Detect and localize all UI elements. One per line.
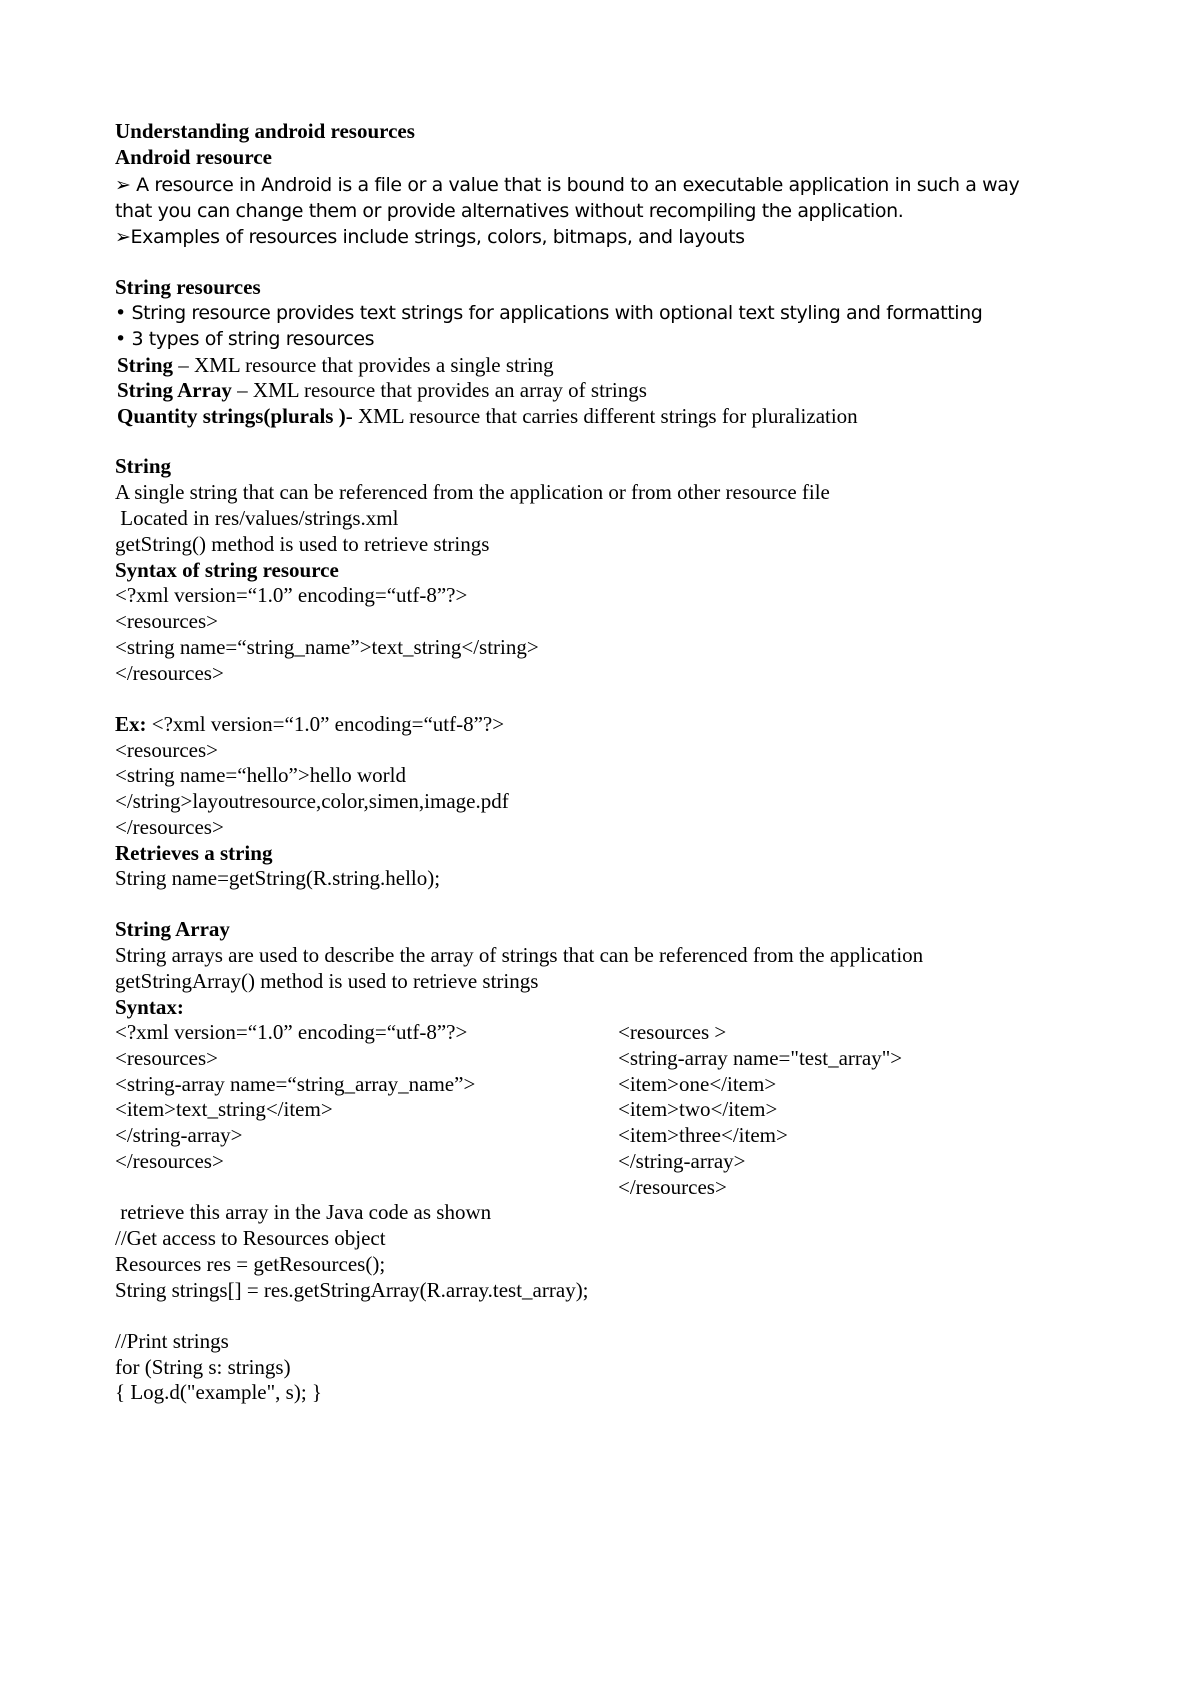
code-line: <?xml version=“1.0” encoding=“utf-8”?> xyxy=(115,1020,468,1044)
code-line: retrieve this array in the Java code as shown xyxy=(115,1200,492,1224)
string-resources-bullet-1: • String resource provides text strings for applications with optional text styling and formatting xyxy=(115,302,983,324)
code-line: <string name=“hello”>hello world xyxy=(115,763,406,787)
code-line: Resources res = getResources(); xyxy=(115,1252,386,1276)
string-location: Located in res/values/strings.xml xyxy=(115,506,399,530)
string-type-item xyxy=(117,402,858,430)
code-line: </string-array> xyxy=(115,1123,243,1147)
syntax-heading: Syntax: xyxy=(115,995,184,1019)
code-line: String name=getString(R.string.hello); xyxy=(115,866,441,890)
code-line: </string-array> xyxy=(618,1149,746,1173)
string-resources-bullet-2: • 3 types of string resources xyxy=(115,328,375,350)
string-type-desc: – XML resource that provides a single string xyxy=(173,353,554,377)
intro-bullet-1-line-2: that you can change them or provide alternatives without recompiling the application. xyxy=(115,200,904,222)
string-type-name: String xyxy=(117,353,174,377)
example-label: Ex: xyxy=(115,712,147,736)
syntax-heading: Syntax of string resource xyxy=(115,558,339,582)
retrieve-heading: Retrieves a string xyxy=(115,841,273,865)
code-line: </resources> xyxy=(618,1175,727,1199)
code-line: </string>layoutresource,color,simen,image.pdf xyxy=(115,789,509,813)
string-method: getString() method is used to retrieve strings xyxy=(115,532,490,556)
code-line: <resources> xyxy=(115,1046,218,1070)
string-type-desc: - XML resource that carries different strings for pluralization xyxy=(345,404,858,428)
code-line: <?xml version=“1.0” encoding=“utf-8”?> xyxy=(146,712,505,736)
section-heading-string: String xyxy=(115,454,172,478)
string-array-method: getStringArray() method is used to retrieve strings xyxy=(115,969,539,993)
code-line: //Print strings xyxy=(115,1329,229,1353)
code-line: <string-array name="test_array"> xyxy=(618,1046,903,1070)
code-line: <string-array name=“string_array_name”> xyxy=(115,1072,476,1096)
code-line: </resources> xyxy=(115,815,224,839)
code-line: <resources> xyxy=(115,609,218,633)
string-type-desc: – XML resource that provides an array of strings xyxy=(231,378,647,402)
string-type-item xyxy=(117,351,554,379)
code-line: String strings[] = res.getStringArray(R.array.test_array); xyxy=(115,1278,589,1302)
string-type-item xyxy=(117,376,647,404)
page-title: Understanding android resources xyxy=(115,119,415,143)
code-line: </resources> xyxy=(115,1149,224,1173)
string-description: A single string that can be referenced from the application or from other resource file xyxy=(115,480,830,504)
code-line: <item>text_string</item> xyxy=(115,1097,333,1121)
code-line: //Get access to Resources object xyxy=(115,1226,386,1250)
code-line: <resources> xyxy=(115,738,218,762)
section-heading-android-resource: Android resource xyxy=(115,145,272,169)
code-line: <item>two</item> xyxy=(618,1097,778,1121)
code-line: <string name=“string_name”>text_string</string> xyxy=(115,635,539,659)
string-type-name: Quantity strings(plurals ) xyxy=(117,404,346,428)
intro-bullet-2: ➢Examples of resources include strings, colors, bitmaps, and layouts xyxy=(115,226,745,248)
code-line: </resources> xyxy=(115,661,224,685)
section-heading-string-resources: String resources xyxy=(115,275,261,299)
code-line: { Log.d("example", s); } xyxy=(115,1380,323,1404)
string-array-description: String arrays are used to describe the array of strings that can be referenced from the application xyxy=(115,943,924,967)
code-line: <?xml version=“1.0” encoding=“utf-8”?> xyxy=(115,583,468,607)
example-line xyxy=(115,710,504,738)
intro-bullet-1-line-1: ➢ A resource in Android is a file or a value that is bound to an executable application in such a way xyxy=(115,174,1020,196)
string-type-name: String Array xyxy=(117,378,232,402)
code-line: <item>three</item> xyxy=(618,1123,788,1147)
code-line: <resources > xyxy=(618,1020,727,1044)
section-heading-string-array: String Array xyxy=(115,917,230,941)
code-line: for (String s: strings) xyxy=(115,1355,291,1379)
code-line: <item>one</item> xyxy=(618,1072,777,1096)
